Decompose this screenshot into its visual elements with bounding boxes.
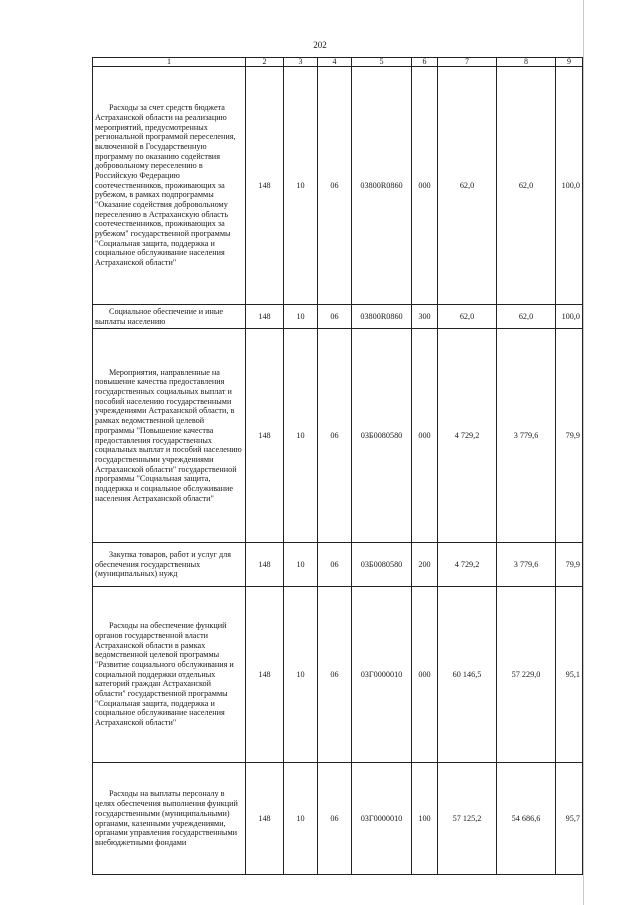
cell-executed: 3 779,6 [497,543,556,587]
cell-section: 10 [284,763,318,875]
column-header: 7 [438,58,497,67]
table-row [93,543,583,587]
cell-section: 10 [284,67,318,305]
cell-expense-type: 000 [412,67,438,305]
cell-admin-code: 148 [246,305,284,329]
cell-subsection: 06 [318,587,352,763]
cell-target-article: 03Б0080580 [352,329,412,543]
cell-subsection: 06 [318,67,352,305]
cell-planned: 4 729,2 [438,329,497,543]
cell-planned: 57 125,2 [438,763,497,875]
table-row [93,587,583,763]
cell-expense-type: 300 [412,305,438,329]
row-description: Расходы на выплаты персоналу в целях обеспечения выполнения функций государственными (муниципальными) органами, казенными учреждениями, органами управления государственными внебюджетными фондами [93,763,246,875]
cell-executed: 57 229,0 [497,587,556,763]
column-header: 8 [497,58,556,67]
cell-planned: 4 729,2 [438,543,497,587]
table-row [93,329,583,543]
cell-executed: 62,0 [497,67,556,305]
table-row [93,67,583,305]
row-description: Закупка товаров, работ и услуг для обеспечения государственных (муниципальных) нужд [93,543,246,587]
cell-subsection: 06 [318,543,352,587]
cell-target-article: 03Б0080580 [352,543,412,587]
cell-admin-code: 148 [246,329,284,543]
cell-target-article: 03800R0860 [352,67,412,305]
column-header: 9 [556,58,583,67]
cell-section: 10 [284,329,318,543]
column-header: 4 [318,58,352,67]
column-number-row [93,58,583,67]
cell-subsection: 06 [318,329,352,543]
cell-expense-type: 000 [412,329,438,543]
cell-admin-code: 148 [246,67,284,305]
column-header: 6 [412,58,438,67]
cell-section: 10 [284,543,318,587]
cell-percent: 95,1 [556,587,583,763]
cell-executed: 3 779,6 [497,329,556,543]
cell-percent: 95,7 [556,763,583,875]
cell-percent: 100,0 [556,305,583,329]
budget-table [92,57,583,875]
cell-target-article: 03Г0000010 [352,587,412,763]
row-description: Социальное обеспечение и иные выплаты населению [93,305,246,329]
cell-subsection: 06 [318,305,352,329]
column-header: 5 [352,58,412,67]
cell-planned: 60 146,5 [438,587,497,763]
cell-section: 10 [284,587,318,763]
cell-expense-type: 000 [412,587,438,763]
row-description: Мероприятия, направленные на повышение качества предоставления государственных социальных выплат и пособий населению государственными учреждениями Астраханской области, в рамках ведомственной целевой программы "Повышение качества предоставления государственных социальных выплат и пособий населению государственными учреждениями Астраханской области" государственной программы "Социальная защита, поддержка и социальное обслуживание населения Астраханской области" [93,329,246,543]
table-row [93,305,583,329]
column-header: 1 [93,58,246,67]
cell-executed: 54 686,6 [497,763,556,875]
column-header: 3 [284,58,318,67]
cell-percent: 79,9 [556,543,583,587]
cell-executed: 62,0 [497,305,556,329]
row-description: Расходы за счет средств бюджета Астраханской области на реализацию мероприятий, предусмотренных региональной программой переселения, включенной в Государственную программу по оказанию содействия добровольному переселению в Российскую Федерацию соотечественников, проживающих за рубежом, в рамках подпрограммы "Оказание содействия добровольному переселению в Астраханскую область соотечественников, проживающих за рубежом" государственной программы "Социальная защита, поддержка и социальное обслуживание населения Астраханской области" [93,67,246,305]
cell-admin-code: 148 [246,763,284,875]
cell-planned: 62,0 [438,67,497,305]
cell-percent: 79,9 [556,329,583,543]
cell-subsection: 06 [318,763,352,875]
cell-percent: 100,0 [556,67,583,305]
table-row [93,763,583,875]
cell-target-article: 03800R0860 [352,305,412,329]
cell-target-article: 03Г0000010 [352,763,412,875]
scan-edge-line [583,0,584,905]
column-header: 2 [246,58,284,67]
page-number: 202 [313,40,327,50]
cell-expense-type: 100 [412,763,438,875]
cell-expense-type: 200 [412,543,438,587]
cell-planned: 62,0 [438,305,497,329]
row-description: Расходы на обеспечение функций органов государственной власти Астраханской области в рамках ведомственной целевой программы "Развитие социального обслуживания и социальной поддержки отдельных категорий граждан Астраханской области" государственной программы "Социальная защита, поддержка и социальное обслуживание населения Астраханской области" [93,587,246,763]
cell-admin-code: 148 [246,587,284,763]
cell-admin-code: 148 [246,543,284,587]
cell-section: 10 [284,305,318,329]
